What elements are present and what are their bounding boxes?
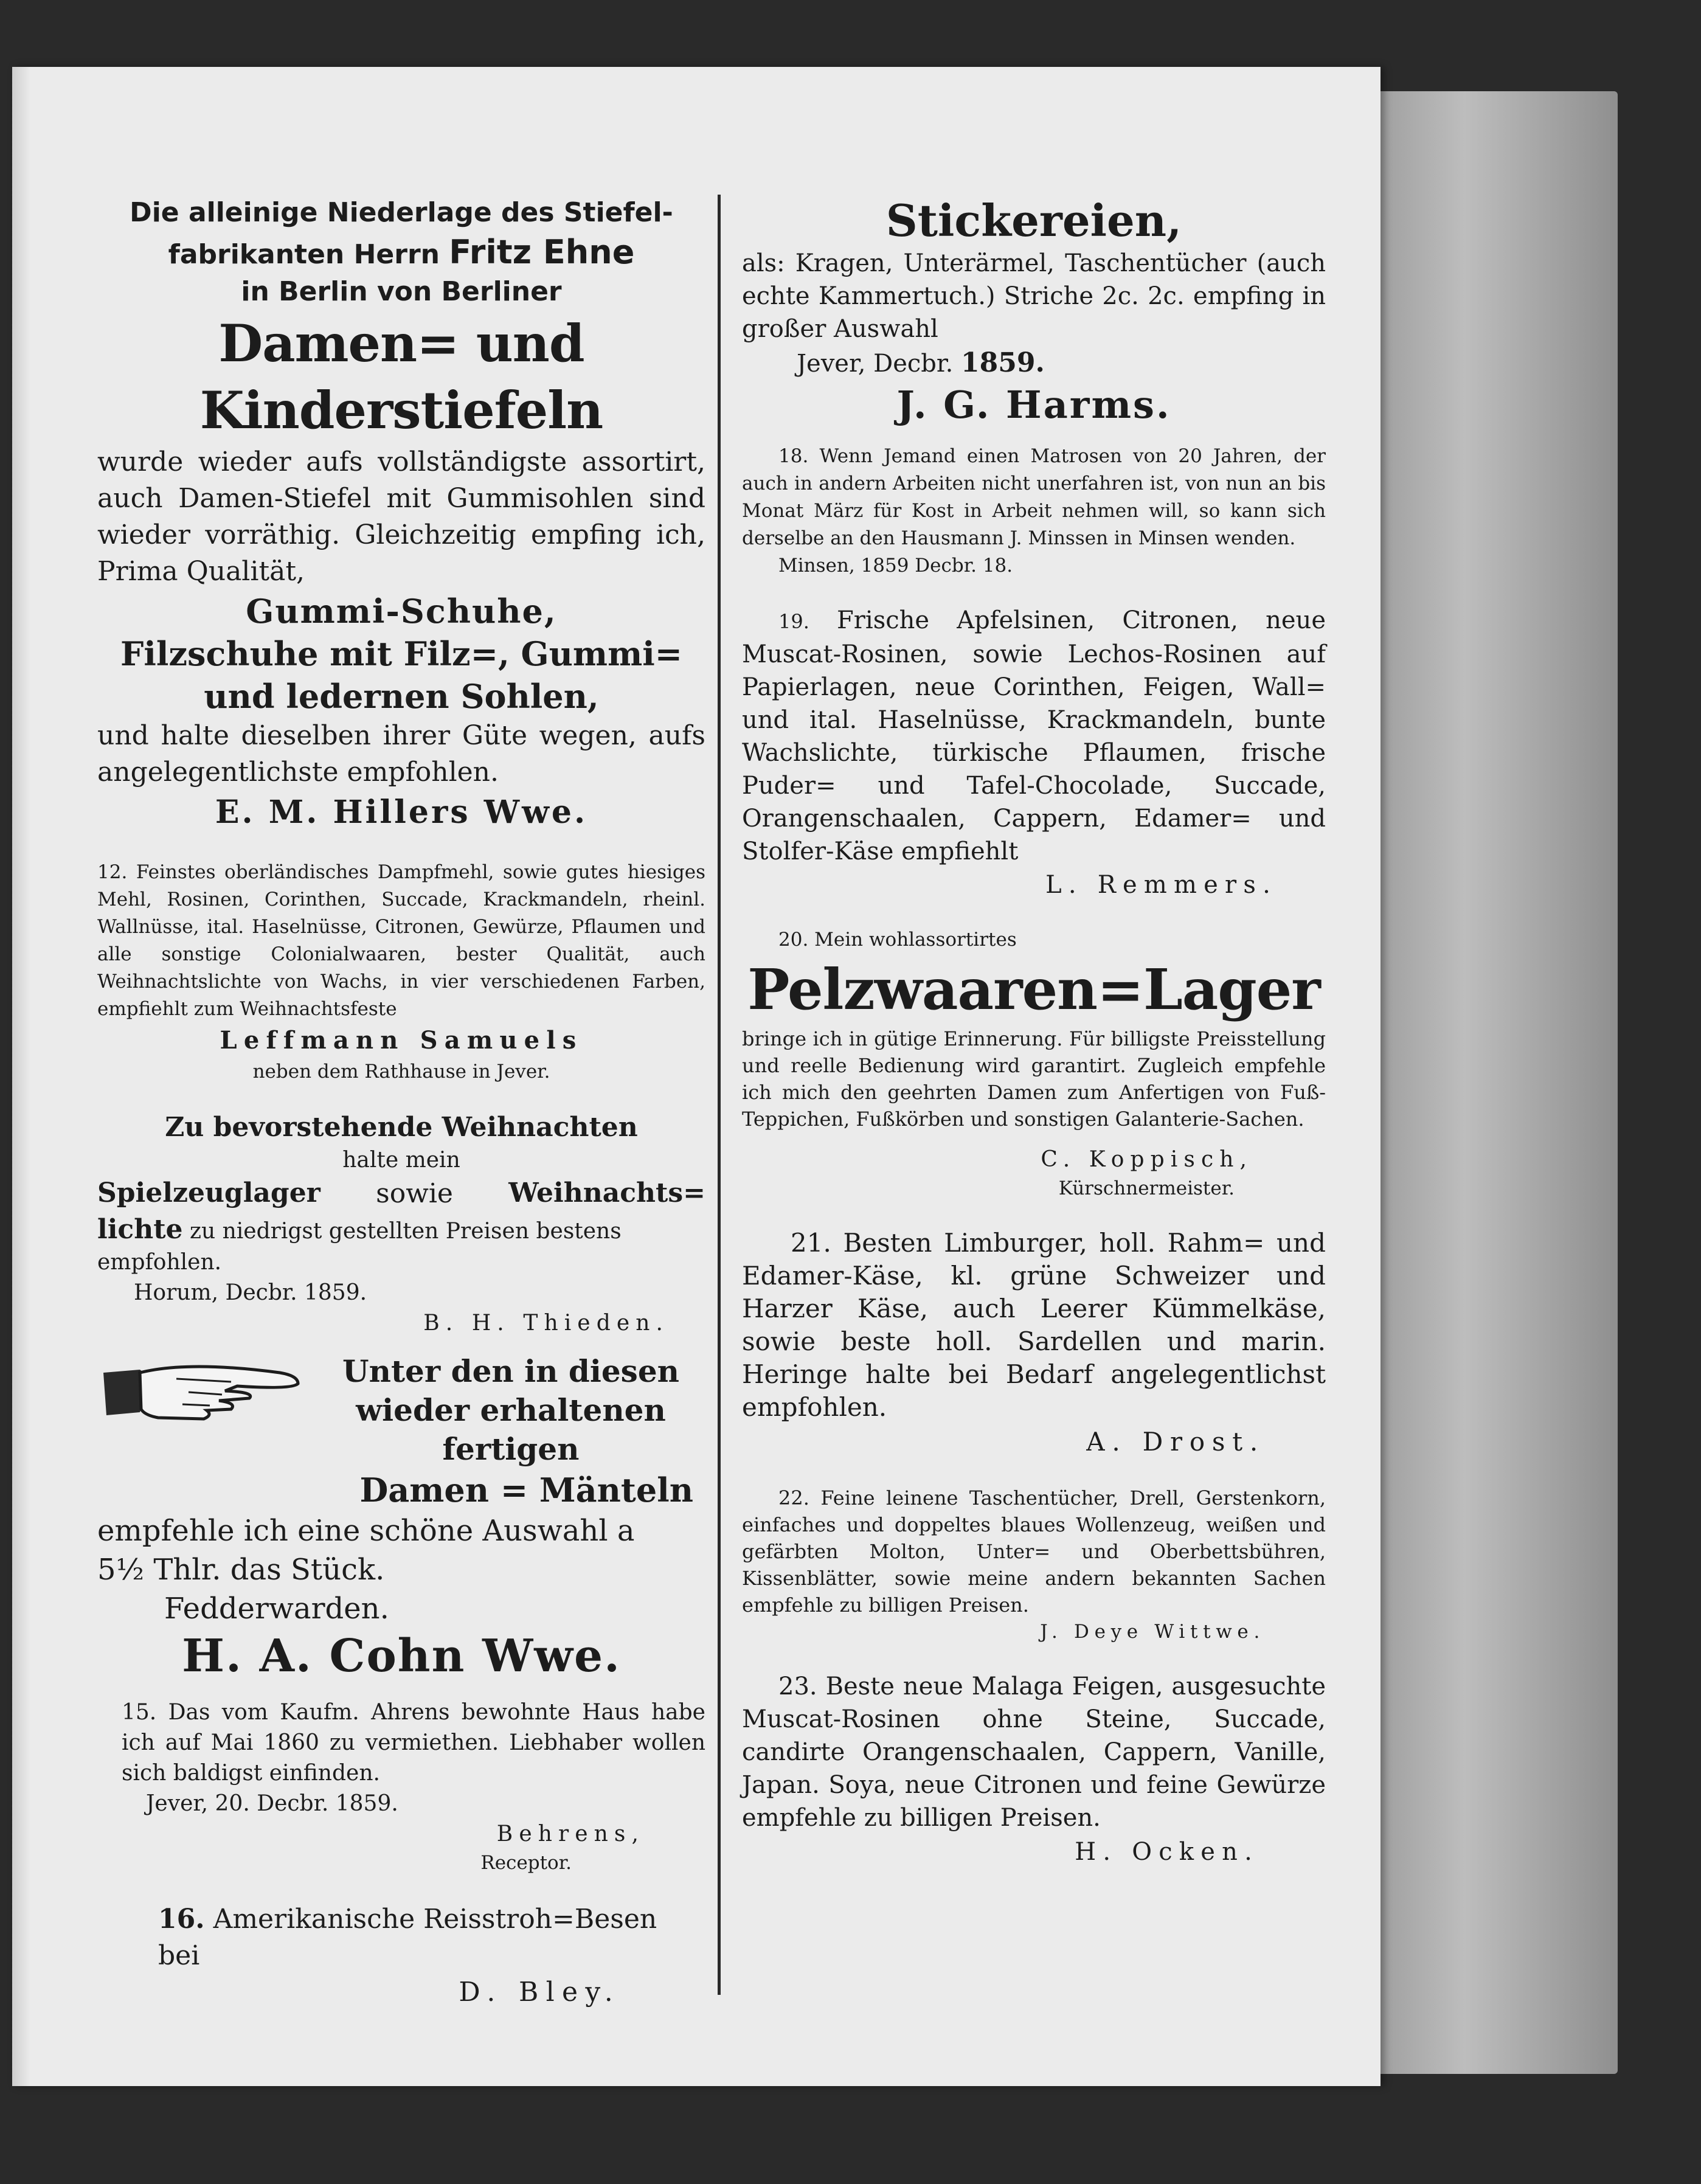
ad-20-signature: C. Koppisch, <box>1041 1147 1253 1172</box>
ad-cohn-headtext <box>316 1352 705 1469</box>
ad-19 <box>742 604 1326 902</box>
right-column <box>742 195 1326 1870</box>
ad-15-title: Receptor. <box>480 1852 572 1874</box>
ad-12-signature: Leffmann Samuels <box>220 1026 583 1055</box>
ad-20-number: 20. <box>778 929 809 951</box>
ad-22-body <box>742 1485 1326 1618</box>
ad-15-place: Jever, 20. Decbr. 1859. <box>146 1791 398 1816</box>
ad-20-intro-row <box>742 926 1326 954</box>
ad-12 <box>97 859 705 1086</box>
ad-23-body <box>742 1670 1326 1834</box>
ad-ehne <box>97 195 705 834</box>
ad-ehne-line2a: fabrikanten Herrn <box>168 239 440 270</box>
ad-16-body <box>97 1901 705 1974</box>
ad-23-text: Beste neue Malaga Feigen, ausgesuchte Muscat-Rosinen ohne Steine, Succade, candirte Orangenschaalen, Cappern, Vanille, Japan. Soya, neue Citronen und feine Gewürze empfehle zu billigen Preisen. <box>742 1673 1326 1832</box>
page-fold <box>12 67 30 2086</box>
ad-21 <box>742 1227 1326 1460</box>
ad-ehne-headline: Damen= und Kinderstiefeln <box>199 313 603 440</box>
book-edge <box>1362 91 1618 2074</box>
ad-12-address: neben dem Rathhause in Jever. <box>252 1061 550 1083</box>
ad-16-signature: D. Bley. <box>459 1977 620 2008</box>
ad-20-title: Kürschnermeister. <box>1058 1177 1235 1199</box>
ad-15-number: 15. <box>122 1700 157 1725</box>
ad-18-text: Wenn Jemand einen Matrosen von 20 Jahren, der auch in andern Arbeiten nicht unerfahren ist, von nun an bis Monat März für Kost in Arbeit nehmen will, so kann sich derselbe an den Hausmann J. Minssen in Minsen wenden. <box>742 445 1326 549</box>
ad-21-text: Besten Limburger, holl. Rahm= und Edamer-Käse, kl. grüne Schweizer und Harzer Käse, auch Leerer Kümmelkäse, sowie beste holl. Sardellen und marin. Heringe halte bei Bedarf angelegentlichst empfohlen. <box>742 1228 1326 1422</box>
ad-19-text: Frische Apfelsinen, Citronen, neue Muscat-Rosinen, sowie Lechos-Rosinen auf Papierlagen, neue Corinthen, Feigen, Wall= und ital. Haselnüsse, Krackmandeln, bunte Wachslichte, türkische Pflaumen, frische Puder= und Tafel-Chocolade, Succade, Orangenschaalen, Cappern, Edamer= und Stolfer-Käse empfiehlt <box>742 606 1326 865</box>
ad-19-number: 19. <box>778 610 809 633</box>
ad-xmas-headline: Zu bevorstehende Weihnachten <box>165 1112 638 1143</box>
ad-ehne-body: wurde wieder aufs vollständigste assortirt, auch Damen-Stiefel mit Gummisohlen sind wieder vorräthig. Gleichzeitig empfing ich, Prima Qualität, <box>97 446 705 587</box>
ad-stick-body: als: Kragen, Unterärmel, Taschentücher (auch echte Kammertuch.) Striche 2c. 2c. empfing in großer Auswahl <box>742 249 1326 343</box>
ad-stickereien <box>742 195 1326 429</box>
ad-cohn-place: Fedderwarden. <box>164 1592 389 1626</box>
ad-18-place: Minsen, 1859 Decbr. 18. <box>778 555 1013 577</box>
ad-ehne-product1: Gummi-Schuhe, <box>246 592 557 631</box>
ad-ehne-product2: Filzschuhe mit Filz=, Gummi= und ledernen Sohlen, <box>120 634 682 716</box>
ad-stick-headline: Stickereien, <box>885 195 1182 246</box>
ad-xmas-lichte: lichte <box>97 1214 183 1245</box>
ad-xmas <box>97 1110 705 1339</box>
ad-xmas-line2 <box>97 1212 705 1278</box>
ad-ehne-signature: E. M. Hillers Wwe. <box>215 794 588 831</box>
ad-cohn-head <box>97 1352 705 1469</box>
ad-cohn <box>97 1352 705 1684</box>
ad-21-body <box>742 1227 1326 1424</box>
ad-20 <box>742 926 1326 1202</box>
newspaper-page <box>12 67 1381 2086</box>
ad-18-number: 18. <box>778 445 809 467</box>
ad-19-signature: L. Remmers. <box>1045 871 1277 899</box>
ad-15-text: Das vom Kaufm. Ahrens bewohnte Haus habe ich auf Mai 1860 zu vermiethen. Liebhaber wollen sich baldigst einfinden. <box>122 1700 705 1786</box>
ad-ehne-line2 <box>97 231 705 274</box>
ad-22 <box>742 1485 1326 1646</box>
ad-cohn-line1: Unter den in diesen <box>342 1353 679 1389</box>
ad-22-number: 22. <box>778 1486 809 1510</box>
ad-ehne-tail: und halte dieselben ihrer Güte wegen, aufs angelegentlichste empfohlen. <box>97 720 705 788</box>
ad-xmas-sub: halte mein <box>342 1148 460 1173</box>
ad-23-signature: H. Ocken. <box>1075 1838 1259 1866</box>
ad-ehne-line3: in Berlin von Berliner <box>241 276 562 307</box>
ad-stick-place: Jever, Decbr. <box>797 350 954 378</box>
ad-18-body <box>742 443 1326 552</box>
ad-15 <box>97 1697 705 1877</box>
ad-18 <box>742 443 1326 580</box>
column-rule <box>718 195 721 1995</box>
ad-cohn-signature: H. A. Cohn Wwe. <box>182 1630 621 1682</box>
ad-23-number: 23. <box>778 1673 817 1700</box>
ad-xmas-place: Horum, Decbr. 1859. <box>134 1280 367 1305</box>
ad-cohn-line5: 5½ Thlr. das Stück. <box>97 1553 385 1587</box>
ad-23 <box>742 1670 1326 1870</box>
ad-cohn-line3: Damen = Mänteln <box>359 1471 693 1510</box>
ad-ehne-name: Fritz Ehne <box>449 233 635 271</box>
ad-cohn-line4: empfehle ich eine schöne Auswahl a <box>97 1514 635 1548</box>
ad-16-number: 16. <box>158 1904 205 1935</box>
ad-21-number: 21. <box>791 1228 831 1258</box>
ad-19-body <box>742 604 1326 868</box>
ad-15-body <box>97 1697 705 1789</box>
ad-xmas-signature: B. H. Thieden. <box>423 1311 669 1336</box>
ad-20-intro: Mein wohlassortirtes <box>814 929 1017 951</box>
ad-cohn-line2: wieder erhaltenen fertigen <box>356 1392 666 1467</box>
ad-15-signature: Behrens, <box>496 1822 645 1846</box>
ad-12-body <box>97 859 705 1023</box>
ad-stick-signature: J. G. Harms. <box>896 383 1171 427</box>
ad-xmas-spielzeug: Spielzeuglager <box>97 1177 320 1208</box>
ad-ehne-line1: Die alleinige Niederlage des Stiefel- <box>130 197 673 228</box>
ad-xmas-sowie: sowie <box>376 1178 453 1209</box>
pointing-hand-icon <box>97 1354 316 1427</box>
ad-16 <box>97 1901 705 2011</box>
ad-stick-year: 1859. <box>961 347 1045 378</box>
ad-12-text: Feinstes oberländisches Dampfmehl, sowie gutes hiesiges Mehl, Rosinen, Corinthen, Succade, Krackmandeln, rheinl. Wallnüsse, ital. Haselnüsse, Citronen, Gewürze, Pflaumen und alle sonstige Colonialwaaren, bester Qualität, auch Weihnachtslichte von Wachs, in vier verschiedenen Farben, empfiehlt zum Weihnachtsfeste <box>97 861 705 1020</box>
ad-16-text: Amerikanische Reisstroh=Besen bei <box>158 1904 657 1971</box>
ad-xmas-line2b: zu niedrigst gestellten Preisen bestens empfohlen. <box>97 1219 622 1275</box>
ad-21-signature: A. Drost. <box>1086 1427 1265 1457</box>
ad-stick-place-row <box>742 345 1326 381</box>
ad-20-headline: Pelzwaaren=Lager <box>747 957 1320 1022</box>
left-column <box>97 195 705 2011</box>
ad-22-signature: J. Deye Wittwe. <box>1040 1621 1265 1643</box>
ad-12-number: 12. <box>97 861 128 883</box>
ad-20-body: bringe ich in gütige Erinnerung. Für billigste Preisstellung und reelle Bedienung wird garantirt. Zugleich empfehle ich mich den geehrten Damen zum Anfertigen von Fuß-Teppichen, Fußkörben und sonstigen Galanterie-Sachen. <box>742 1027 1326 1131</box>
ad-xmas-line1 <box>97 1176 705 1212</box>
ad-xmas-weihnachts: Weihnachts= <box>508 1177 705 1208</box>
ad-22-text: Feine leinene Taschentücher, Drell, Gerstenkorn, einfaches und doppeltes blaues Wollenzeug, weißen und gefärbten Molton, Unter= und Oberbettsbühren, Kissenblätter, sowie meine andern bekannten Sachen empfehle zu billigen Preisen. <box>742 1486 1326 1617</box>
